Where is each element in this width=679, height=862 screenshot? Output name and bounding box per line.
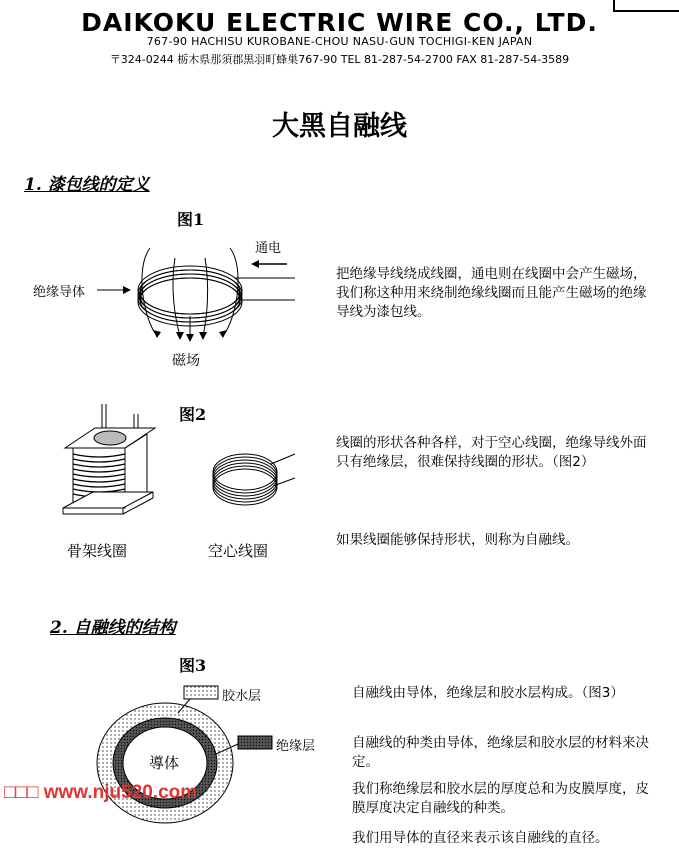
air-core-coil-label: 空心线圈 <box>208 542 269 560</box>
adhesive-layer-label: 胶水层 <box>222 689 262 704</box>
company-address: 767-90 HACHISU KUROBANE-CHOU NASU-GUN TOCHIGI-KEN JAPAN <box>146 35 533 48</box>
magnetic-field-label: 磁场 <box>172 353 200 369</box>
conductor-label: 绝缘导体 <box>33 285 86 300</box>
diameter-paragraph: 我们用导体的直径来表示该自融线的直径。 <box>352 830 609 846</box>
figure-3-wire-cross-section <box>90 678 330 862</box>
insulation-layer-label: 绝缘层 <box>276 739 316 754</box>
bobbin-coil-label: 骨架线圈 <box>67 542 128 560</box>
air-core-coil-icon <box>213 454 295 505</box>
figure-1-label: 图1 <box>177 210 205 229</box>
section-2-heading: 2. 自融线的结构 <box>50 618 176 638</box>
film-thickness-paragraph: 我们称绝缘层和胶水层的厚度总和为皮膜厚度，皮膜厚度决定自融线的种类。 <box>352 781 649 816</box>
type-paragraph: 自融线的种类由导体，绝缘层和胶水层的材料来决定。 <box>352 735 649 770</box>
bobbin-coil-icon <box>63 404 155 514</box>
figure-2-label: 图2 <box>179 405 207 424</box>
figure-3-label: 图3 <box>179 656 207 675</box>
section-1-heading: 1. 漆包线的定义 <box>24 175 150 195</box>
structure-paragraph: 自融线由导体，绝缘层和胶水层构成。（图3） <box>352 685 624 701</box>
coil-shape-paragraph: 线圈的形状各种各样，对于空心线圈，绝缘导线外面只有绝缘层，很难保持线圈的形状。（图2） <box>336 435 647 470</box>
figure-2-coil-types <box>55 398 315 538</box>
adhesive-swatch <box>184 686 218 699</box>
self-bonding-definition: 如果线圈能够保持形状，则称为自融线。 <box>336 532 579 548</box>
field-lines-icon <box>142 248 238 340</box>
current-label: 通电 <box>255 241 282 256</box>
conductor-label-fig3: 導体 <box>149 754 180 772</box>
company-contact: 〒324-0244 栃木県那須郡黒羽町蜂巣767-90 TEL 81-287-54-2700 FAX 81-287-54-3589 <box>109 53 570 66</box>
watermark: □□□ www.nju520.com <box>4 782 198 803</box>
page-title: 大黑自融线 <box>272 111 407 142</box>
insulation-swatch <box>238 736 272 749</box>
company-name: DAIKOKU ELECTRIC WIRE CO., LTD. <box>81 8 598 37</box>
definition-paragraph: 把绝缘导线绕成线圈，通电则在线圈中会产生磁场，我们称这种用来绕制绝缘线圈而且能产生磁场的绝缘导线为漆包线。 <box>336 266 647 320</box>
